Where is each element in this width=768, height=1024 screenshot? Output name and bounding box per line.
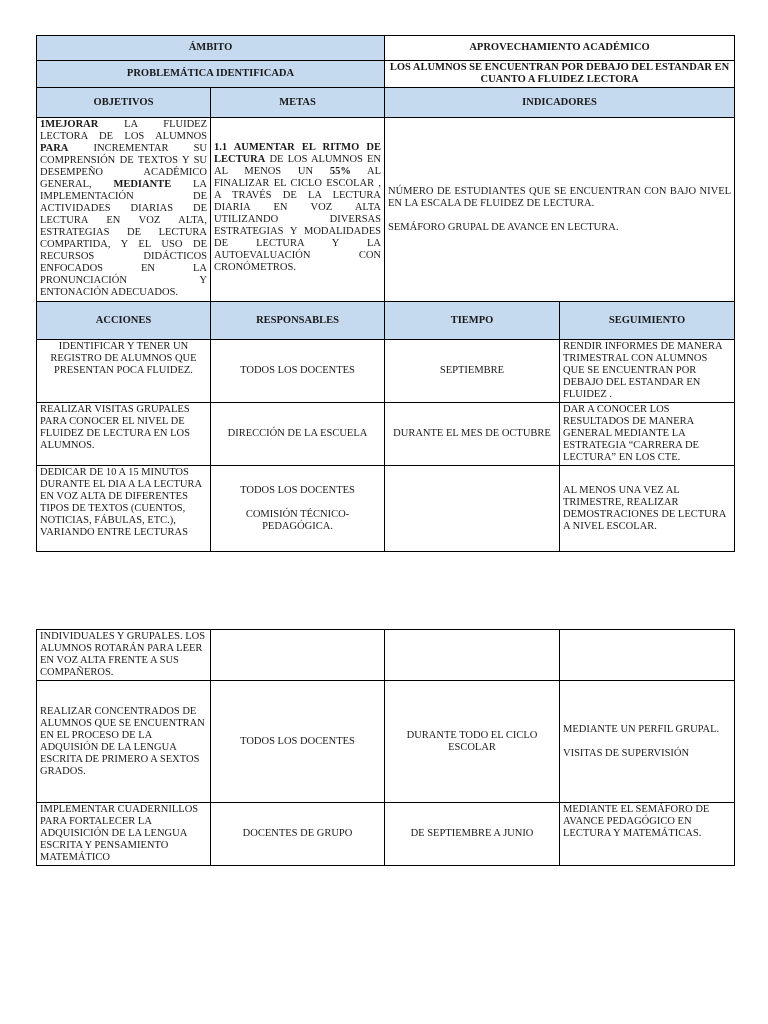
accion-cell: DEDICAR DE 10 A 15 MINUTOS DURANTE EL DIA A LA LECTURA EN VOZ ALTA DE DIFERENTES TIPOS DE TEXTOS (CUENTOS, NOTICIAS, FÁBULAS, ETC.), VARIANDO ENTRE LECTURAS [37, 466, 211, 552]
responsables-cell [211, 466, 385, 552]
acciones-header: ACCIONES [37, 302, 211, 340]
indicadores-cell [385, 118, 735, 302]
seguimiento-cell [560, 681, 735, 803]
objetivo-text-3: LA IMPLEMENTACIÓN DE ACTIVIDADES DIARIAS DE LECTURA EN VOZ ALTA, ESTRATEGIAS DE LECTURA COMPARTIDA, Y EL USO DE RECURSOS DIDÁCTICOS ENFOCADOS EN LA PRONUNCIACIÓN Y ENTONACIÓN ADECUADOS. [40, 179, 208, 298]
tiempo-cell: SEPTIEMBRE [385, 340, 560, 403]
tiempo-header: TIEMPO [385, 302, 560, 340]
seguimiento-line-1: MEDIANTE UN PERFIL GRUPAL. [563, 723, 720, 735]
indicador-1: NÚMERO DE ESTUDIANTES QUE SE ENCUENTRAN CON BAJO NIVEL EN LA ESCALA DE FLUIDEZ DE LECTURA. [388, 185, 732, 209]
tiempo-cell [385, 466, 560, 552]
seguimiento-header: SEGUIMIENTO [560, 302, 735, 340]
seguimiento-line-2: VISITAS DE SUPERVISIÓN [563, 747, 690, 759]
plan-table-bottom [36, 629, 735, 866]
meta-text-2: AL FINALIZAR EL CICLO ESCOLAR , A TRAVÉS DE LA LECTURA DIARIA EN VOZ ALTA UTILIZANDO DIVERSAS ESTRATEGIAS Y MODALIDADES DE LECTURA Y LA AUTOEVALUACIÓN CON CRONÓMETROS. [214, 166, 382, 273]
ambito-value: APROVECHAMIENTO ACADÉMICO [385, 36, 735, 61]
table-row [37, 340, 735, 403]
indicadores-header: INDICADORES [385, 88, 735, 118]
accion-cell: REALIZAR VISITAS GRUPALES PARA CONOCER EL NIVEL DE FLUIDEZ DE LECTURA EN LOS ALUMNOS. [37, 403, 211, 466]
indicador-2: SEMÁFORO GRUPAL DE AVANCE EN LECTURA. [388, 221, 619, 233]
responsables-cell: DOCENTES DE GRUPO [211, 803, 385, 866]
objetivo-cell [37, 118, 211, 302]
meta-bold-1: 1.1 AUMENTAR EL RITMO DE LECTURA [214, 142, 382, 165]
table-row [37, 403, 735, 466]
responsables-cell [211, 630, 385, 681]
objetivo-text-1: LA FLUIDEZ LECTORA DE LOS ALUMNOS [40, 119, 207, 142]
seguimiento-cell: MEDIANTE EL SEMÁFORO DE AVANCE PEDAGÓGICO EN LECTURA Y MATEMÁTICAS. [560, 803, 735, 866]
accion-cell: REALIZAR CONCENTRADOS DE ALUMNOS QUE SE ENCUENTRAN EN EL PROCESO DE LA ADQUISIÓN DE LA LENGUA ESCRITA DE PRIMERO A SEXTOS GRADOS. [37, 681, 211, 803]
table-row [37, 466, 735, 552]
objetivo-text-2: INCREMENTAR SU COMPRENSIÓN DE TEXTOS Y SU DESEMPEÑO ACADÉMICO GENERAL, [40, 143, 207, 190]
table-row [37, 681, 735, 803]
accion-cell: IMPLEMENTAR CUADERNILLOS PARA FORTALECER LA ADQUISICIÓN DE LA LENGUA ESCRITA Y PENSAMIENTO MATEMÁTICO [37, 803, 211, 866]
seguimiento-cell: RENDIR INFORMES DE MANERA TRIMESTRAL CON ALUMNOS QUE SE ENCUENTRAN POR DEBAJO DEL ESTANDAR EN FLUIDEZ . [560, 340, 735, 403]
meta-bold-2: 55% [329, 166, 351, 177]
accion-cell: INDIVIDUALES Y GRUPALES. LOS ALUMNOS ROTARÁN PARA LEER EN VOZ ALTA FRENTE A SUS COMPAÑEROS. [37, 630, 211, 681]
metas-header: METAS [211, 88, 385, 118]
table-row [37, 803, 735, 866]
tiempo-cell: DURANTE TODO EL CICLO ESCOLAR [385, 681, 560, 803]
responsable-2: COMISIÓN TÉCNICO-PEDAGÓGICA. [245, 508, 350, 532]
problematica-value: LOS ALUMNOS SE ENCUENTRAN POR DEBAJO DEL ESTANDAR EN CUANTO A FLUIDEZ LECTORA [385, 61, 735, 88]
seguimiento-cell: AL MENOS UNA VEZ AL TRIMESTRE, REALIZAR DEMOSTRACIONES DE LECTURA A NIVEL ESCOLAR. [560, 466, 735, 552]
plan-table-top [36, 35, 735, 552]
seguimiento-cell: DAR A CONOCER LOS RESULTADOS DE MANERA GENERAL MEDIANTE LA ESTRATEGIA “CARRERA DE LECTURA” EN LOS CTE. [560, 403, 735, 466]
responsables-cell: TODOS LOS DOCENTES [211, 340, 385, 403]
accion-cell: IDENTIFICAR Y TENER UN REGISTRO DE ALUMNOS QUE PRESENTAN POCA FLUIDEZ. [37, 340, 211, 403]
responsable-1: TODOS LOS DOCENTES [240, 484, 355, 496]
objetivo-bold-3: MEDIANTE [113, 179, 172, 190]
objetivos-header: OBJETIVOS [37, 88, 211, 118]
table-row [37, 630, 735, 681]
responsables-header: RESPONSABLES [211, 302, 385, 340]
seguimiento-cell [560, 630, 735, 681]
tiempo-cell: DURANTE EL MES DE OCTUBRE [385, 403, 560, 466]
responsables-cell: DIRECCIÓN DE LA ESCUELA [211, 403, 385, 466]
meta-cell [211, 118, 385, 302]
objetivo-bold-1: 1MEJORAR [40, 119, 99, 130]
problematica-label: PROBLEMÁTICA IDENTIFICADA [37, 61, 385, 88]
objetivo-bold-2: PARA [40, 143, 69, 154]
ambito-label: ÁMBITO [37, 36, 385, 61]
tiempo-cell: DE SEPTIEMBRE A JUNIO [385, 803, 560, 866]
meta-text-1: DE LOS ALUMNOS EN AL MENOS UN [214, 154, 382, 177]
responsables-cell: TODOS LOS DOCENTES [211, 681, 385, 803]
tiempo-cell [385, 630, 560, 681]
